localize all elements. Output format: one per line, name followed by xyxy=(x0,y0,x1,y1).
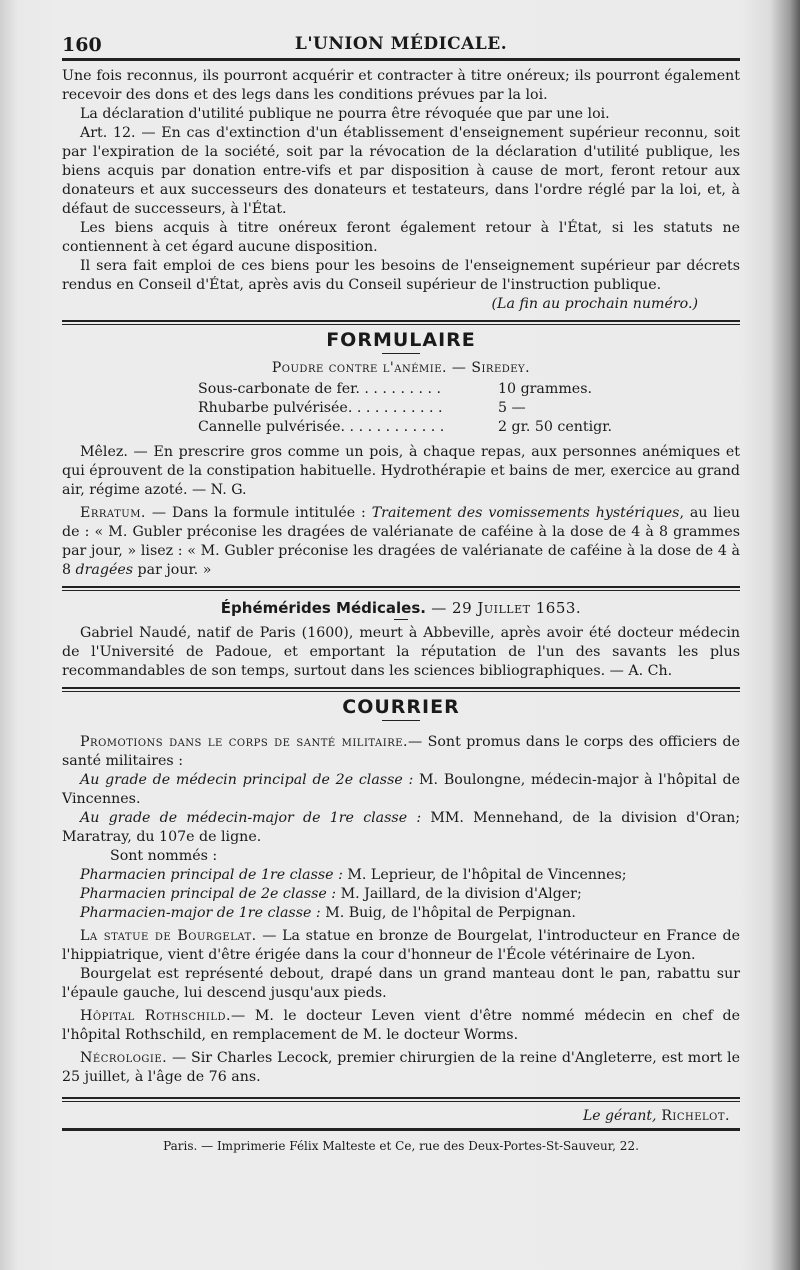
intro-paragraph-4: Les biens acquis à titre onéreux feront également retour à l'État, si les statuts ne contiennent à cet égard aucune disposition. xyxy=(62,220,740,255)
promotions-label: Promotions dans le corps de santé militaire. xyxy=(80,734,409,750)
statue-paragraph xyxy=(62,927,740,965)
ephemerides-date: — 29 Juillet 1653. xyxy=(425,599,582,617)
grade-1-paragraph xyxy=(62,771,740,809)
ingredient-row xyxy=(198,380,618,399)
necrologie-paragraph xyxy=(62,1049,740,1087)
ingredient-row xyxy=(198,399,618,418)
ingredient-quantity: 2 gr. 50 centigr. xyxy=(498,419,612,435)
pharmacien-3-text: M. Buig, de l'hôpital de Perpignan. xyxy=(320,905,576,921)
gerant-line xyxy=(62,1108,740,1124)
pharmacien-3-line xyxy=(62,904,740,923)
erratum-paragraph xyxy=(62,504,740,580)
pharmacien-2-text: M. Jaillard, de la division d'Alger; xyxy=(336,886,582,902)
intro-paragraph-5: Il sera fait emploi de ces biens pour les besoins de l'enseignement supérieur par décrets rendus en Conseil d'État, après avis du Conseil supérieur de l'instruction publique. xyxy=(62,258,740,293)
title-underline xyxy=(382,353,420,354)
hopital-paragraph xyxy=(62,1007,740,1045)
footer-rule xyxy=(62,1097,740,1102)
grade-1-label: Au grade de médecin principal de 2e classe : xyxy=(80,772,414,788)
pharmacien-1-text: M. Leprieur, de l'hôpital de Vincennes; xyxy=(342,867,627,883)
ephemerides-heading xyxy=(62,599,740,617)
recipe-title: Poudre contre l'anémie. — Siredey. xyxy=(271,360,531,376)
hopital-label: Hôpital Rothschild. xyxy=(80,1008,231,1024)
section-rule xyxy=(62,687,740,692)
erratum-text: — Dans la formule intitulée : xyxy=(145,505,372,521)
statue-text: — La statue en bronze de Bourgelat, l'introducteur en France de l'hippiatrique, vient d'être érigée dans la cour d'honneur de l'École vétérinaire de Lyon. xyxy=(62,928,741,963)
gerant-label: Le gérant, xyxy=(583,1108,657,1124)
erratum-italic: dragées xyxy=(75,562,134,578)
pharmacien-2-label: Pharmacien principal de 2e classe : xyxy=(80,886,337,902)
recipe-instructions: Mêlez. — En prescrire gros comme un pois, à chaque repas, aux personnes anémiques et qui éprouvent de la constipation habituelle. Hydrothérapie et bains de mer, exercice au grand air, régime azoté. — N. G. xyxy=(62,444,740,498)
section-rule xyxy=(62,320,740,325)
ingredient-name: Rhubarbe pulvérisée. . . . . . . . . . . xyxy=(198,400,443,416)
statue-paragraph-2: Bourgelat est représenté debout, drapé dans un grand manteau dont le pan, rabattu sur l'épaule gauche, lui descend jusqu'aux pieds. xyxy=(62,966,740,1001)
pharmacien-1-label: Pharmacien principal de 1re classe : xyxy=(80,867,343,883)
pharmacien-3-label: Pharmacien-major de 1re classe : xyxy=(80,905,321,921)
promotions-paragraph xyxy=(62,733,740,771)
page-header xyxy=(62,28,740,58)
ingredient-name: Sous-carbonate de fer. . . . . . . . . . xyxy=(198,381,442,397)
courrier-title: COURRIER xyxy=(342,696,460,718)
grade-2-paragraph xyxy=(62,809,740,847)
section-rule xyxy=(62,586,740,591)
title-underline xyxy=(394,619,408,620)
pharmacien-2-line xyxy=(62,885,740,904)
erratum-label: Erratum. xyxy=(80,505,146,521)
recipe-ingredients xyxy=(198,380,618,437)
printer-line: Paris. — Imprimerie Félix Malteste et Ce, rue des Deux-Portes-St-Sauveur, 22. xyxy=(163,1139,639,1153)
article-12-paragraph: Art. 12. — En cas d'extinction d'un établissement d'enseignement supérieur reconnu, soit par l'expiration de la société, soit par la révocation de la déclaration d'utilité publique, les biens acquis par donation entre-vifs et par disposition à cause de mort, feront retour aux donateurs et aux successeurs des donateurs et testateurs, dans l'ordre réglé par la loi, et, à défaut de successeurs, à l'État. xyxy=(62,125,740,217)
page-number: 160 xyxy=(62,34,102,56)
nommes-line: Sont nommés : xyxy=(110,848,218,864)
intro-paragraph-2: La déclaration d'utilité publique ne pourra être révoquée que par une loi. xyxy=(80,106,610,122)
ingredient-quantity: 5 — xyxy=(498,400,526,416)
erratum-end: par jour. » xyxy=(133,562,212,578)
grade-2-label: Au grade de médecin-major de 1re classe : xyxy=(80,810,422,826)
page-content xyxy=(62,28,740,1153)
intro-paragraph-1: Une fois reconnus, ils pourront acquérir et contracter à titre onéreux; ils pourront également recevoir des dons et des legs dans les conditions prévues par la loi. xyxy=(62,68,740,103)
ephemerides-text: Gabriel Naudé, natif de Paris (1600), meurt à Abbeville, après avoir été docteur médecin de l'Université de Padoue, et emportant la réputation de l'un des savants les plus recommandables de son temps, surtout dans les sciences bibliographiques. — A. Ch. xyxy=(62,625,740,679)
necrologie-label: Nécrologie. xyxy=(80,1050,168,1066)
title-underline xyxy=(382,720,420,721)
erratum-title: Traitement des vomissements hystériques xyxy=(371,505,680,521)
footer-rule-bottom xyxy=(62,1128,740,1131)
continued-note: (La fin au prochain numéro.) xyxy=(491,296,698,312)
gerant-name: Richelot. xyxy=(656,1108,730,1124)
hopital-text: — M. le docteur Leven vient d'être nommé médecin en chef de l'hôpital Rothschild, en remplacement de M. le docteur Worms. xyxy=(62,1008,740,1043)
necrologie-text: — Sir Charles Lecock, premier chirurgien de la reine d'Angleterre, est mort le 25 juillet, à l'âge de 76 ans. xyxy=(62,1050,740,1085)
ingredient-row xyxy=(198,418,618,437)
pharmacien-1-line xyxy=(62,866,740,885)
ephemerides-title: Éphémérides Médicales. xyxy=(220,599,426,617)
ingredient-quantity: 10 grammes. xyxy=(498,381,592,397)
grade-2-text: MM. Mennehand, de la division d'Oran; Maratray, du 107e de ligne. xyxy=(62,810,740,845)
running-title: L'UNION MÉDICALE. xyxy=(294,34,508,54)
statue-label: La statue de Bourgelat. xyxy=(80,928,257,944)
formulaire-title: FORMULAIRE xyxy=(326,329,476,351)
promotions-text: — Sont promus dans le corps des officiers de santé militaires : xyxy=(62,734,740,769)
grade-1-text: M. Boulongne, médecin-major à l'hôpital de Vincennes. xyxy=(62,772,740,807)
ingredient-name: Cannelle pulvérisée. . . . . . . . . . . . xyxy=(198,419,445,435)
erratum-rest: , au lieu de : « M. Gubler préconise les dragées de valérianate de caféine à la dose de 4 à 8 grammes par jour, » lisez : « M. Gubler préconise les dragées de valérianate de caféine à la dose de 4 à 8 xyxy=(62,505,741,578)
